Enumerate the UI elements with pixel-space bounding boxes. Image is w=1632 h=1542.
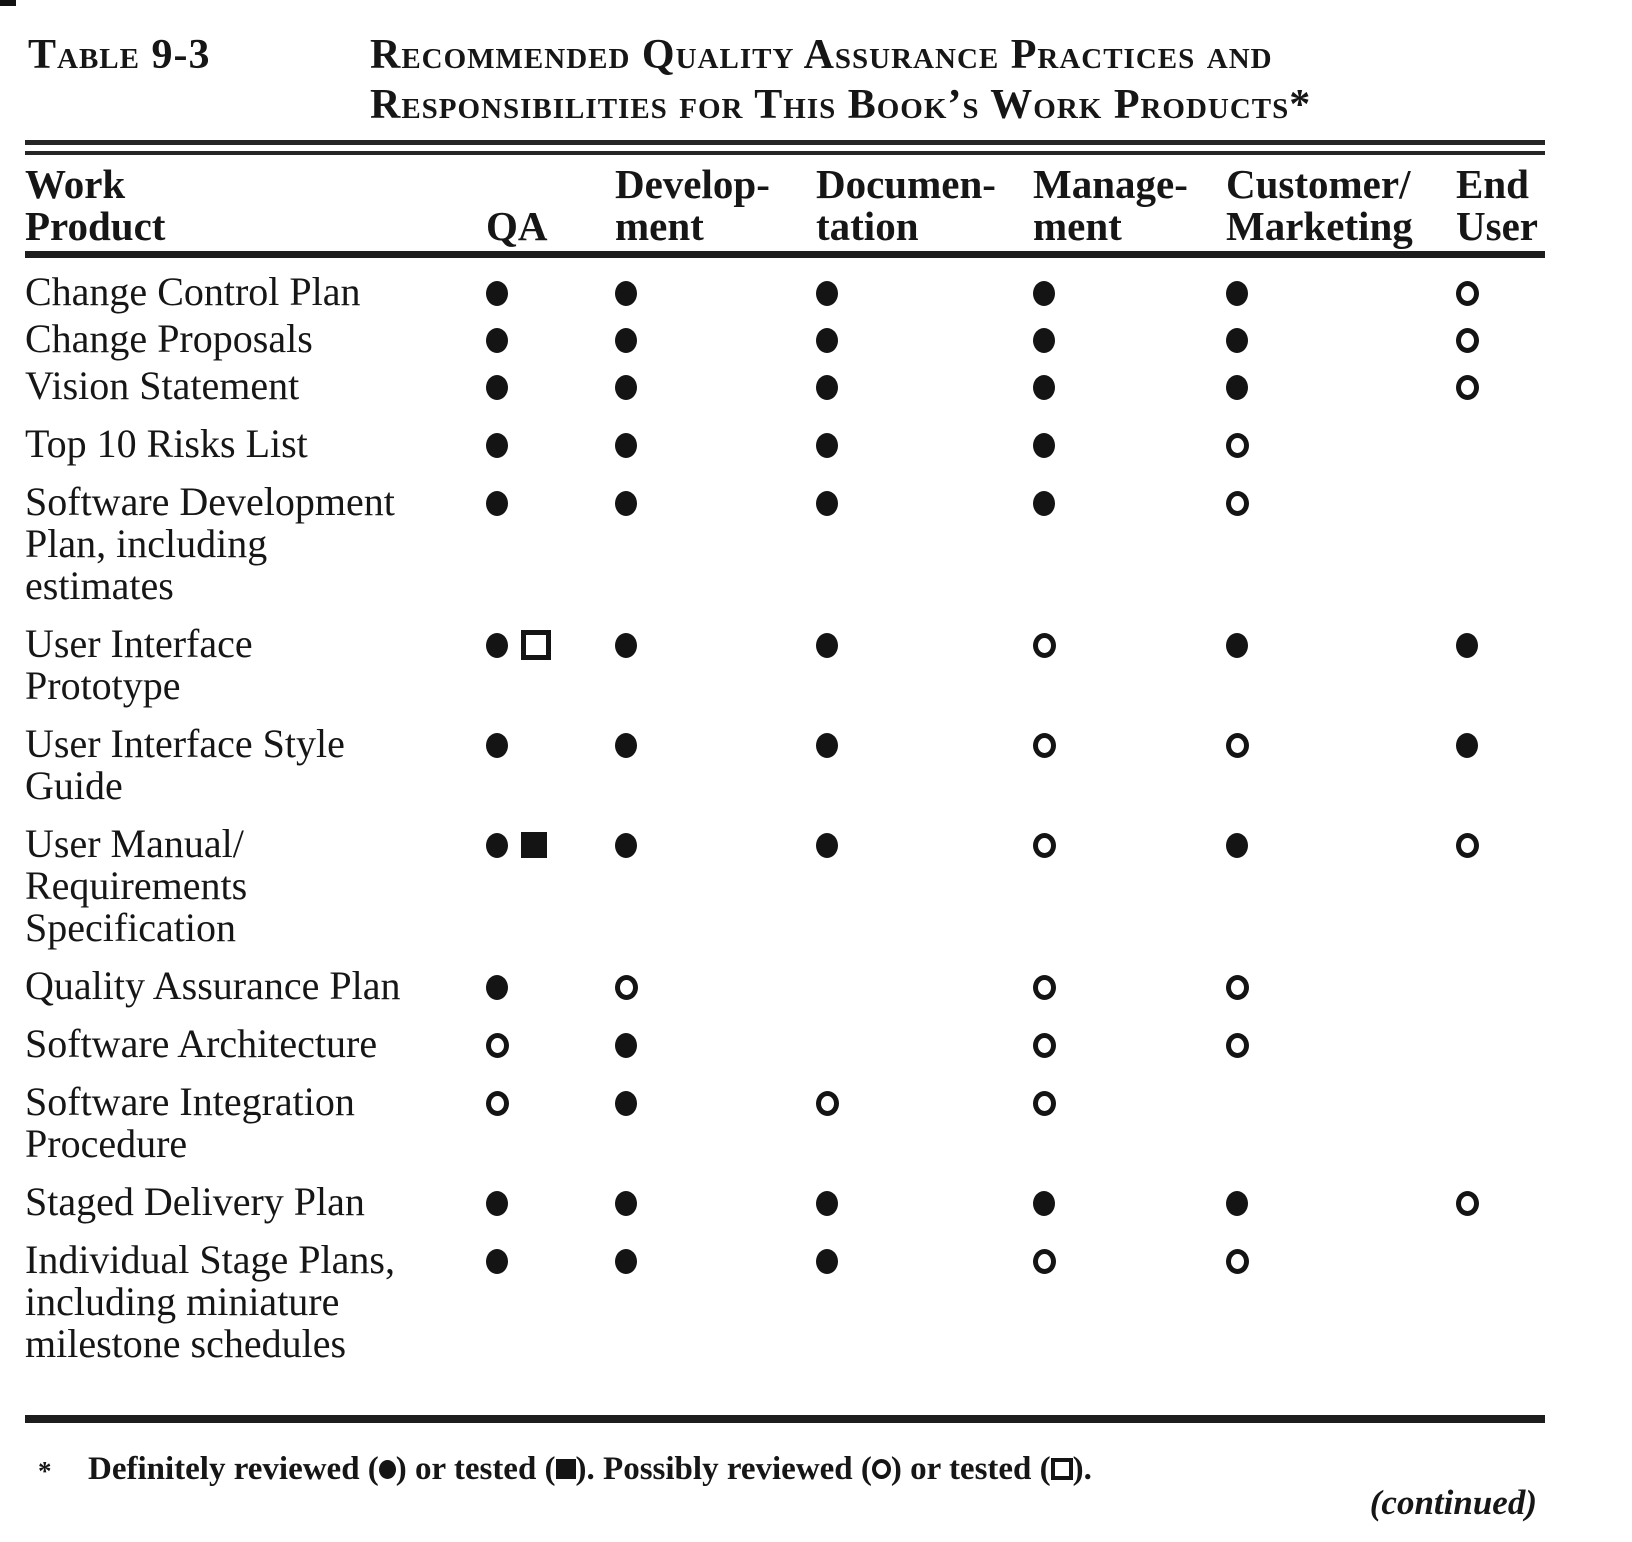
footnote-segment: ). [1072,1451,1092,1487]
open-circle-icon [486,1091,509,1116]
filled-circle-icon [486,975,508,1000]
table-number-label: Table 9-3 [28,32,211,78]
column-header-customer-marketing [1198,163,1428,247]
open-circle-icon [1033,733,1056,758]
filled-circle-icon [816,375,838,400]
filled-circle-icon [1226,375,1248,400]
filled-circle-icon [816,328,838,353]
open-circle-icon [816,1091,839,1116]
customer-marketing-cell [1198,271,1428,313]
work-product-line: milestone schedules [25,1321,347,1366]
table-caption [28,30,1552,130]
open-circle-icon [1226,1033,1249,1058]
work-product-cell [25,318,458,360]
documentation-cell [788,1239,1005,1365]
table-title-line-2: Responsibilities for This Book’s Work Products* [370,82,1312,128]
management-cell [1005,271,1198,313]
development-cell [587,823,788,949]
filled-circle-icon [816,1191,838,1216]
column-header-management-line-1: Manage- [1033,161,1188,207]
work-product-cell [25,481,458,607]
customer-marketing-cell [1198,623,1428,707]
column-header-management-line-2: ment [1033,203,1122,249]
filled-circle-icon [486,375,508,400]
footnote-asterisk: * [38,1456,52,1486]
filled-circle-icon [1033,328,1055,353]
end-user-cell [1428,423,1545,465]
column-header-work-product [25,163,458,247]
filled-circle-icon [615,433,637,458]
filled-circle-icon [615,1191,637,1216]
qa-cell [458,823,587,949]
customer-marketing-cell [1198,423,1428,465]
open-circle-icon [1226,491,1249,516]
development-cell [587,1023,788,1065]
filled-circle-icon [486,328,508,353]
table-row [25,1239,1545,1365]
open-circle-icon [1456,375,1479,400]
work-product-line: Requirements [25,863,248,908]
filled-circle-icon [1456,633,1478,658]
work-product-line: Software Integration [25,1079,355,1124]
end-user-cell [1428,823,1545,949]
table-row [25,723,1545,807]
filled-circle-icon [1033,375,1055,400]
qa-cell [458,423,587,465]
development-cell [587,623,788,707]
filled-circle-icon [615,1249,637,1274]
footnote-segment: ) or tested ( [395,1451,556,1487]
work-product-cell [25,823,458,949]
work-product-line: Quality Assurance Plan [25,963,401,1008]
customer-marketing-cell [1198,823,1428,949]
documentation-cell [788,1181,1005,1223]
qa-cell [458,271,587,313]
filled-circle-icon [486,1249,508,1274]
open-circle-icon [1033,1033,1056,1058]
management-cell [1005,1081,1198,1165]
table-row [25,1081,1545,1165]
qa-cell [458,481,587,607]
work-product-line: Vision Statement [25,363,300,408]
work-product-line: Change Control Plan [25,269,361,314]
filled-circle-icon [1226,1191,1248,1216]
work-product-line: Specification [25,905,237,950]
open-circle-icon [1456,328,1479,353]
customer-marketing-cell [1198,1181,1428,1223]
footnote-segment: ) or tested ( [890,1451,1051,1487]
filled-circle-icon [615,491,637,516]
qa-cell [458,1181,587,1223]
work-product-line: User Interface [25,621,253,666]
column-header-documentation [788,163,1005,247]
table-header-row [25,155,1545,251]
filled-square-icon [521,832,547,858]
development-cell [587,1239,788,1365]
filled-circle-icon [1226,833,1248,858]
column-header-development-line-1: Develop- [615,161,770,207]
documentation-cell [788,423,1005,465]
work-product-cell [25,723,458,807]
column-header-documentation-line-1: Documen- [816,161,996,207]
work-product-line: Software Development [25,479,395,524]
open-circle-icon [1226,975,1249,1000]
filled-circle-icon [615,1033,637,1058]
filled-circle-icon [486,1191,508,1216]
work-product-cell [25,423,458,465]
open-circle-icon [1033,833,1056,858]
management-cell [1005,1181,1198,1223]
documentation-cell [788,318,1005,360]
work-product-cell [25,623,458,707]
work-product-line: Staged Delivery Plan [25,1179,365,1224]
work-product-line: estimates [25,563,174,608]
end-user-cell [1428,1181,1545,1223]
filled-circle-icon [615,833,637,858]
development-cell [587,1181,788,1223]
open-circle-icon [1226,733,1249,758]
filled-circle-icon [816,633,838,658]
management-cell [1005,318,1198,360]
column-header-work-product-line-2: Product [25,203,166,249]
open-square-icon [1051,1458,1073,1480]
filled-circle-icon [816,733,838,758]
end-user-cell [1428,271,1545,313]
column-header-documentation-line-2: tation [816,203,919,249]
table-row [25,623,1545,707]
filled-circle-icon [379,1460,396,1479]
management-cell [1005,423,1198,465]
open-circle-icon [1226,433,1249,458]
end-user-cell [1428,1081,1545,1165]
work-product-line: Procedure [25,1121,188,1166]
documentation-cell [788,823,1005,949]
work-product-line: Top 10 Risks List [25,421,308,466]
filled-circle-icon [1226,633,1248,658]
work-product-line: User Manual/ [25,821,244,866]
filled-circle-icon [816,281,838,306]
column-header-qa-line-1 [486,163,587,205]
table-row [25,965,1545,1007]
filled-circle-icon [615,733,637,758]
header-rule [25,251,1545,258]
open-circle-icon [1033,975,1056,1000]
footnote-text [88,1449,1092,1491]
column-header-development [587,163,788,247]
column-header-customer-marketing-line-2: Marketing [1226,203,1413,249]
filled-circle-icon [615,375,637,400]
management-cell [1005,965,1198,1007]
work-product-line: Guide [25,763,123,808]
open-circle-icon [1456,281,1479,306]
development-cell [587,271,788,313]
end-user-cell [1428,623,1545,707]
work-product-line: Software Architecture [25,1021,378,1066]
management-cell [1005,623,1198,707]
qa-cell [458,623,587,707]
filled-circle-icon [816,833,838,858]
customer-marketing-cell [1198,965,1428,1007]
table-title [370,30,1311,130]
work-product-cell [25,1023,458,1065]
qa-cell [458,318,587,360]
column-header-qa [458,163,587,247]
management-cell [1005,365,1198,407]
continued-label: (continued) [1369,1483,1537,1522]
management-cell [1005,823,1198,949]
development-cell [587,481,788,607]
column-header-end-user-line-2: User [1456,203,1538,249]
management-cell [1005,723,1198,807]
filled-circle-icon [1033,281,1055,306]
open-circle-icon [1226,1249,1249,1274]
documentation-cell [788,365,1005,407]
filled-circle-icon [615,328,637,353]
column-header-work-product-line-1: Work [25,161,126,207]
filled-circle-icon [1226,281,1248,306]
column-header-qa-line-2: QA [486,203,548,249]
filled-circle-icon [1033,433,1055,458]
end-user-cell [1428,318,1545,360]
work-product-cell [25,365,458,407]
development-cell [587,965,788,1007]
management-cell [1005,481,1198,607]
work-product-line: Individual Stage Plans, [25,1237,395,1282]
top-double-rule [25,140,1545,155]
work-product-cell [25,1081,458,1165]
qa-cell [458,1081,587,1165]
filled-circle-icon [816,433,838,458]
table-row [25,1023,1545,1065]
work-product-line: Plan, including [25,521,268,566]
qa-practices-table [25,140,1545,1423]
development-cell [587,365,788,407]
documentation-cell [788,965,1005,1007]
work-product-cell [25,1181,458,1223]
customer-marketing-cell [1198,481,1428,607]
documentation-cell [788,623,1005,707]
customer-marketing-cell [1198,723,1428,807]
table-row [25,318,1545,360]
development-cell [587,723,788,807]
table-row [25,365,1545,407]
filled-circle-icon [816,491,838,516]
qa-cell [458,365,587,407]
documentation-cell [788,723,1005,807]
filled-square-icon [556,1459,576,1479]
end-user-cell [1428,723,1545,807]
column-header-end-user [1428,163,1545,247]
end-user-cell [1428,481,1545,607]
open-square-icon [521,630,551,660]
filled-circle-icon [486,281,508,306]
table-row [25,823,1545,949]
footnote-segment: ). Possibly reviewed ( [575,1451,872,1487]
end-user-cell [1428,1239,1545,1365]
development-cell [587,423,788,465]
footnote-segment: Definitely reviewed ( [88,1451,379,1487]
filled-circle-icon [486,433,508,458]
end-user-cell [1428,365,1545,407]
column-header-customer-marketing-line-1: Customer/ [1226,161,1411,207]
filled-circle-icon [1456,733,1478,758]
customer-marketing-cell [1198,365,1428,407]
filled-circle-icon [615,633,637,658]
open-circle-icon [1033,1249,1056,1274]
table-row [25,1181,1545,1223]
work-product-cell [25,965,458,1007]
table-title-line-1: Recommended Quality Assurance Practices and [370,32,1273,78]
work-product-cell [25,271,458,313]
work-product-cell [25,1239,458,1365]
documentation-cell [788,1023,1005,1065]
filled-circle-icon [1226,328,1248,353]
table-body [25,258,1545,1365]
qa-cell [458,723,587,807]
filled-circle-icon [615,1091,637,1116]
customer-marketing-cell [1198,318,1428,360]
customer-marketing-cell [1198,1023,1428,1065]
open-circle-icon [1456,833,1479,858]
documentation-cell [788,481,1005,607]
open-circle-icon [1456,1191,1479,1216]
open-circle-icon [872,1459,891,1479]
work-product-line: Prototype [25,663,181,708]
footnote [38,1449,1572,1491]
filled-circle-icon [1033,491,1055,516]
filled-circle-icon [816,1249,838,1274]
open-circle-icon [615,975,638,1000]
work-product-line: Change Proposals [25,316,313,361]
column-header-end-user-line-1: End [1456,161,1529,207]
bottom-rule [25,1415,1545,1423]
open-circle-icon [1033,1091,1056,1116]
qa-cell [458,965,587,1007]
customer-marketing-cell [1198,1081,1428,1165]
development-cell [587,318,788,360]
documentation-cell [788,1081,1005,1165]
table-row [25,271,1545,313]
work-product-line: User Interface Style [25,721,345,766]
qa-cell [458,1239,587,1365]
table-row [25,423,1545,465]
open-circle-icon [1033,633,1056,658]
documentation-cell [788,271,1005,313]
filled-circle-icon [486,733,508,758]
open-circle-icon [486,1033,509,1058]
development-cell [587,1081,788,1165]
column-header-management [1005,163,1198,247]
filled-circle-icon [1033,1191,1055,1216]
table-row [25,481,1545,607]
qa-cell [458,1023,587,1065]
scan-artifact [0,0,16,6]
end-user-cell [1428,1023,1545,1065]
end-user-cell [1428,965,1545,1007]
work-product-line: including miniature [25,1279,340,1324]
filled-circle-icon [615,281,637,306]
filled-circle-icon [486,833,508,858]
filled-circle-icon [486,491,508,516]
management-cell [1005,1239,1198,1365]
management-cell [1005,1023,1198,1065]
column-header-development-line-2: ment [615,203,704,249]
customer-marketing-cell [1198,1239,1428,1365]
filled-circle-icon [486,633,508,658]
